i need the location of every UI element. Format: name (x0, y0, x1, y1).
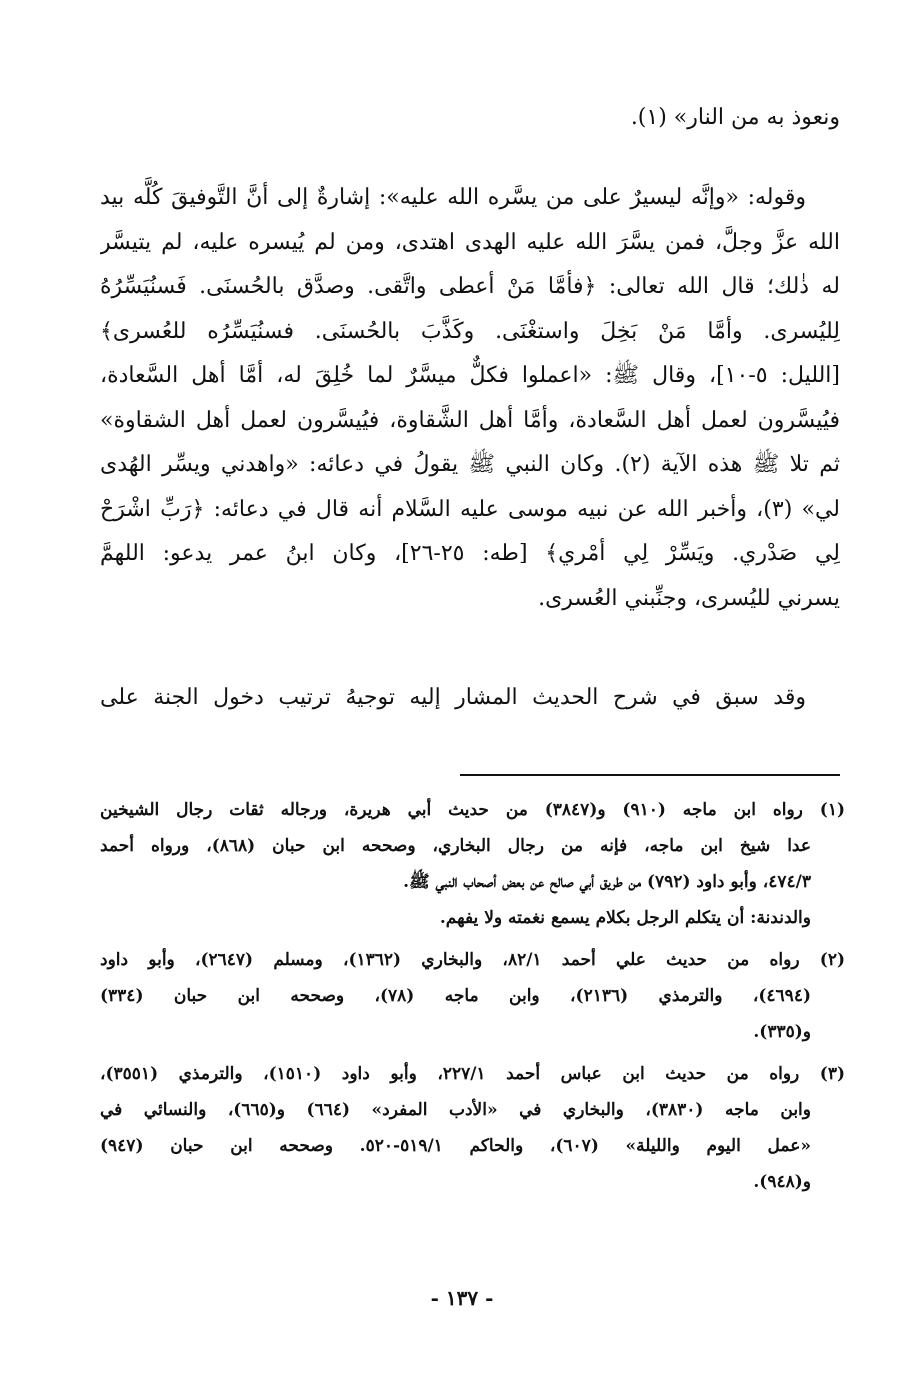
footnote-line: وابن ماجه (٣٨٣٠)، والبخاري في «الأدب المفرد» (٦٦٤) و(٦٦٥)، والنسائي في (100, 1100, 811, 1120)
text-line: ثم تلا ﷺ هذه الآية (٢). وكان النبي ﷺ يقولُ في دعائه: «واهدني ويسِّر الهُدى (100, 452, 840, 477)
footnote-2 (100, 942, 845, 1050)
footnote-line: (١) رواه ابن ماجه (٩١٠) و(٣٨٤٧) من حديث أبي هريرة، ورجاله ثقات رجال الشيخين (100, 800, 845, 820)
text-line: [الليل: ٥-١٠]، وقال ﷺ: «اعملوا فكلٌّ ميسَّرٌ لما خُلِقَ له، أمَّا أهل السَّعادة، (100, 363, 840, 388)
text-line: لي» (٣)، وأخبر الله عن نبيه موسى عليه السَّلام أنه قال في دعائه: ﴿رَبِّ اشْرَحْ (100, 496, 840, 522)
text-line: لِليُسرى. وأمَّا مَنْ بَخِلَ واستغْنَى. وكَذَّبَ بالحُسنَى. فسنُيَسِّرُه للعُسرى﴾ (100, 318, 840, 344)
paragraph-2 (100, 676, 840, 721)
footnote-divider (460, 774, 840, 776)
text-line: وقد سبق في شرح الحديث المشار إليه توجيهُ ترتيب دخول الجنة على (100, 685, 806, 710)
footnote-line: ٤٧٤/٣، وأبو داود (٧٩٢) من طريق أبي صالح عن بعض أصحاب النبي ﷺ. (403, 872, 811, 892)
footnote-line: و(٩٤٨). (753, 1172, 811, 1192)
text-line: الله عزَّ وجلَّ، فمن يسَّرَ الله عليه الهدى اهتدى، ومن لم يُيسره عليه، لم يتيسَّر (100, 229, 840, 255)
text-line: ونعوذ به من النار» (١). (630, 105, 840, 130)
footnote-line: (٣) رواه من حديث ابن عباس أحمد ٢٢٧/١، وأبو داود (١٥١٠)، والترمذي (٣٥٥١)، (100, 1064, 845, 1084)
text-line: يسرني لليُسرى، وجنِّبني العُسرى. (538, 585, 840, 611)
footnote-line: عدا شيخ ابن ماجه، فإنه من رجال البخاري، وصححه ابن حبان (٨٦٨)، ورواه أحمد (100, 836, 811, 856)
text-line: فيُيسَّرون لعمل أهل السَّعادة، وأمَّا أهل الشَّقاوة، فيُيسَّرون لعمل أهل الشقاوة» (100, 407, 840, 433)
footnote-line: (٤٦٩٤)، والترمذي (٢١٣٦)، وابن ماجه (٧٨)، وصححه ابن حبان (٣٣٤) (100, 986, 811, 1006)
text-line: وقوله: «وإنَّه ليسيرٌ على من يسَّره الله عليه»: إشارةٌ إلى أنَّ التَّوفيقَ كُلَّه بيد (100, 185, 806, 210)
text-line: له ذٰلك؛ قال الله تعالى: ﴿فأمَّا مَنْ أعطى واتَّقى. وصدَّق بالحُسنَى. فَسنُيَسِّرُهُ (100, 274, 840, 299)
footnotes (100, 792, 845, 1206)
footnote-3 (100, 1056, 845, 1200)
footnote-1 (100, 792, 845, 936)
footnote-line: والدندنة: أن يتكلم الرجل بكلام يسمع نغمته ولا يفهم. (439, 908, 811, 928)
footnote-line: «عمل اليوم والليلة» (٦٠٧)، والحاكم ٥١٩/١-٥٢٠. وصححه ابن حبان (٩٤٧) (100, 1136, 811, 1156)
text-line: لِي صَدْري. ويَسِّرْ لِي أمْري﴾ [طه: ٢٥-٢٦]، وكان ابنُ عمر يدعو: اللهمَّ (100, 541, 840, 566)
opening-line (100, 96, 840, 141)
footnote-line: و(٣٣٥). (753, 1022, 811, 1042)
paragraph-1 (100, 176, 840, 621)
page-number: - ١٣٧ - (430, 1286, 494, 1310)
footnote-line: (٢) رواه من حديث علي أحمد ٨٢/١، والبخاري (١٣٦٢)، ومسلم (٢٦٤٧)، وأبو داود (100, 950, 845, 970)
